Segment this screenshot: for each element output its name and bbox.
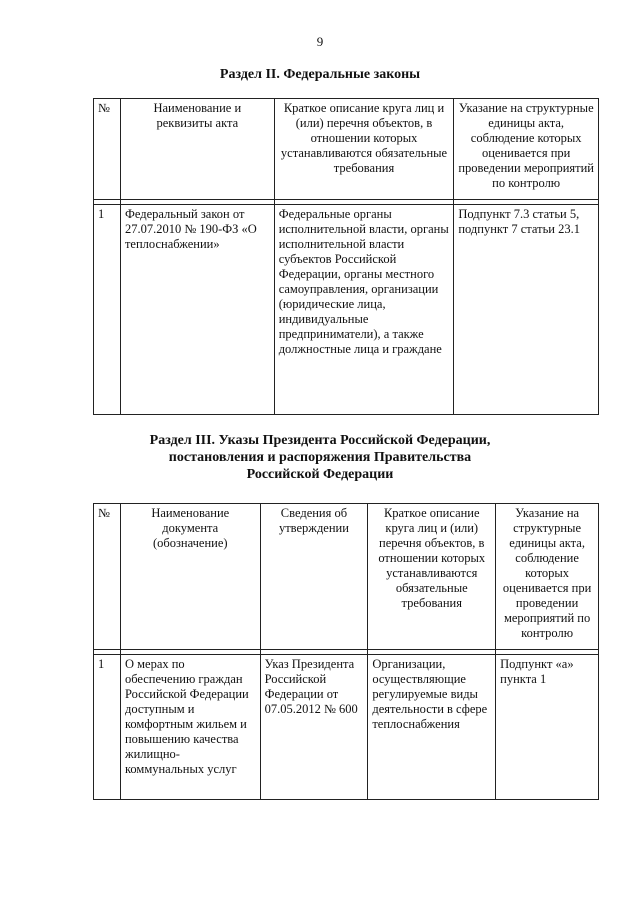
row-approval: Указ Президента Российской Федерации от 07.05.2012 № 600 — [260, 655, 368, 800]
section-2-title: Раздел II. Федеральные законы — [219, 67, 421, 82]
row-description: Организации, осуществляющие регулируемые виды деятельности в сфере теплоснабжения — [368, 655, 496, 800]
table-header-row — [94, 504, 599, 650]
section-3-title — [0, 432, 640, 483]
header-structural-units: Указание на структурные единицы акта, соблюдение которых оценивается при проведении мероприятий по контролю — [454, 99, 599, 200]
page-number: 9 — [316, 34, 324, 49]
federal-laws-table — [93, 98, 599, 415]
header-number: № — [94, 504, 121, 650]
section-3-title-line-3: Российской Федерации — [246, 467, 394, 482]
header-approval: Сведения об утверждении — [260, 504, 368, 650]
row-number: 1 — [94, 205, 121, 415]
row-structural-units: Подпункт «а» пункта 1 — [496, 655, 599, 800]
row-structural-units: Подпункт 7.3 статьи 5, подпункт 7 статьи 23.1 — [454, 205, 599, 415]
header-document-name: Наименование документа (обозначение) — [120, 504, 260, 650]
section-3-title-line-2: постановления и распоряжения Правительства — [168, 450, 472, 465]
header-description: Краткое описание круга лиц и (или) перечня объектов, в отношении которых устанавливаются обязательные требования — [368, 504, 496, 650]
table-row — [94, 655, 599, 800]
row-number: 1 — [94, 655, 121, 800]
header-structural-units: Указание на структурные единицы акта, соблюдение которых оценивается при проведении мероприятий по контролю — [496, 504, 599, 650]
decrees-table — [93, 503, 599, 800]
row-description: Федеральные органы исполнительной власти, органы исполнительной власти субъектов Российской Федерации, органы местного самоуправления, организации (юридические лица, индивидуальные предприниматели), а также должностные лица и граждане — [274, 205, 454, 415]
header-description: Краткое описание круга лиц и (или) перечня объектов, в отношении которых устанавливаются обязательные требования — [274, 99, 454, 200]
table-header-row — [94, 99, 599, 200]
header-act-name: Наименование и реквизиты акта — [120, 99, 274, 200]
section-3-title-line-1: Раздел III. Указы Президента Российской Федерации, — [149, 433, 491, 448]
row-document-name: О мерах по обеспечению граждан Российской Федерации доступным и комфортным жильем и повышению качества жилищно-коммунальных услуг — [120, 655, 260, 800]
table-row — [94, 205, 599, 415]
header-number: № — [94, 99, 121, 200]
row-act-name: Федеральный закон от 27.07.2010 № 190-ФЗ «О теплоснабжении» — [120, 205, 274, 415]
